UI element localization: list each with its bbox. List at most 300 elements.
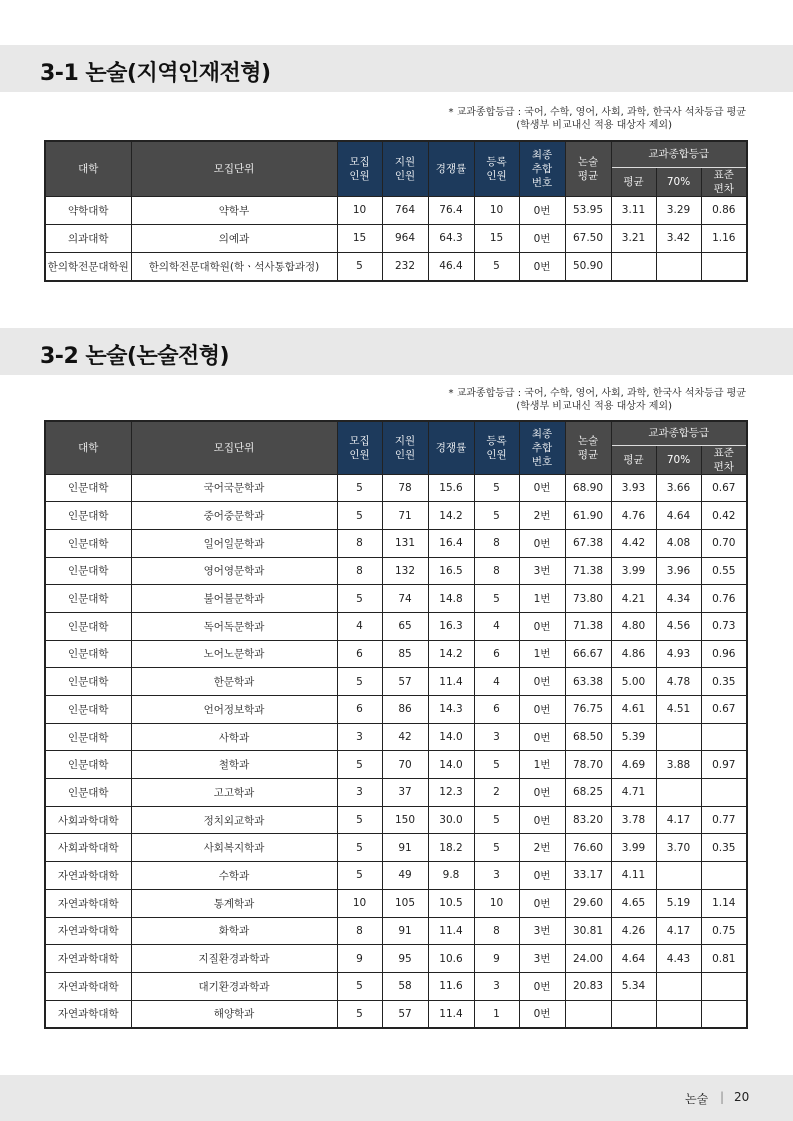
cell-college: 의과대학 xyxy=(45,224,131,252)
table-row xyxy=(45,585,747,613)
cell-essay-avg: 63.38 xyxy=(565,668,611,696)
cell-unit: 정치외교학과 xyxy=(131,806,337,834)
cell-enrolled: 5 xyxy=(474,806,519,834)
cell-quota: 5 xyxy=(337,806,382,834)
header-ratio: 경쟁률 xyxy=(428,421,474,474)
cell-quota: 5 xyxy=(337,751,382,779)
cell-quota: 5 xyxy=(337,502,382,530)
cell-enrolled: 9 xyxy=(474,945,519,973)
cell-essay-avg: 71.38 xyxy=(565,612,611,640)
cell-grade-70: 3.88 xyxy=(656,751,701,779)
table-note xyxy=(448,387,746,413)
cell-grade-70 xyxy=(656,972,701,1000)
cell-grade-sd: 0.86 xyxy=(701,196,747,224)
cell-grade-sd: 0.55 xyxy=(701,557,747,585)
cell-applicants: 105 xyxy=(382,889,428,917)
cell-grade-70: 4.17 xyxy=(656,806,701,834)
cell-college: 인문대학 xyxy=(45,640,131,668)
cell-essay-avg: 78.70 xyxy=(565,751,611,779)
cell-final-waitlist: 0번 xyxy=(519,862,565,890)
cell-essay-avg: 29.60 xyxy=(565,889,611,917)
table-row xyxy=(45,1000,747,1028)
cell-grade-sd xyxy=(701,253,747,281)
table-row xyxy=(45,529,747,557)
cell-grade-sd: 0.35 xyxy=(701,834,747,862)
cell-applicants: 78 xyxy=(382,474,428,502)
cell-applicants: 150 xyxy=(382,806,428,834)
cell-essay-avg: 67.50 xyxy=(565,224,611,252)
cell-ratio: 11.6 xyxy=(428,972,474,1000)
cell-final-waitlist: 1번 xyxy=(519,751,565,779)
cell-grade-avg: 3.93 xyxy=(611,474,656,502)
header-grade-70: 70% xyxy=(656,167,701,196)
cell-essay-avg: 83.20 xyxy=(565,806,611,834)
cell-grade-avg: 3.21 xyxy=(611,224,656,252)
cell-enrolled: 3 xyxy=(474,972,519,1000)
cell-grade-70: 4.64 xyxy=(656,502,701,530)
cell-final-waitlist: 0번 xyxy=(519,529,565,557)
cell-final-waitlist: 0번 xyxy=(519,889,565,917)
cell-enrolled: 4 xyxy=(474,668,519,696)
cell-unit: 철학과 xyxy=(131,751,337,779)
cell-enrolled: 10 xyxy=(474,196,519,224)
section-title-band-2 xyxy=(0,328,793,375)
cell-grade-70: 3.42 xyxy=(656,224,701,252)
cell-applicants: 131 xyxy=(382,529,428,557)
header-enrolled: 등록 인원 xyxy=(474,141,519,196)
cell-enrolled: 6 xyxy=(474,640,519,668)
cell-unit: 통계학과 xyxy=(131,889,337,917)
cell-college: 인문대학 xyxy=(45,557,131,585)
header-quota: 모집 인원 xyxy=(337,421,382,474)
cell-essay-avg: 66.67 xyxy=(565,640,611,668)
cell-grade-70: 3.70 xyxy=(656,834,701,862)
cell-applicants: 91 xyxy=(382,834,428,862)
cell-college: 자연과학대학 xyxy=(45,945,131,973)
header-ratio: 경쟁률 xyxy=(428,141,474,196)
cell-unit: 사회복지학과 xyxy=(131,834,337,862)
cell-unit: 수학과 xyxy=(131,862,337,890)
table-row xyxy=(45,640,747,668)
cell-grade-sd xyxy=(701,723,747,751)
header-enrolled: 등록 인원 xyxy=(474,421,519,474)
cell-grade-avg: 4.64 xyxy=(611,945,656,973)
cell-grade-avg: 4.71 xyxy=(611,779,656,807)
cell-ratio: 9.8 xyxy=(428,862,474,890)
cell-applicants: 85 xyxy=(382,640,428,668)
cell-grade-avg: 5.39 xyxy=(611,723,656,751)
cell-ratio: 14.2 xyxy=(428,640,474,668)
cell-essay-avg: 24.00 xyxy=(565,945,611,973)
cell-college: 사회과학대학 xyxy=(45,806,131,834)
cell-grade-avg xyxy=(611,1000,656,1028)
cell-grade-70 xyxy=(656,1000,701,1028)
cell-applicants: 86 xyxy=(382,696,428,724)
cell-grade-sd: 0.42 xyxy=(701,502,747,530)
cell-ratio: 14.2 xyxy=(428,502,474,530)
cell-grade-avg: 4.21 xyxy=(611,585,656,613)
cell-quota: 5 xyxy=(337,668,382,696)
cell-applicants: 65 xyxy=(382,612,428,640)
cell-final-waitlist: 2번 xyxy=(519,502,565,530)
cell-grade-70 xyxy=(656,253,701,281)
cell-grade-70: 4.56 xyxy=(656,612,701,640)
cell-final-waitlist: 1번 xyxy=(519,640,565,668)
cell-quota: 6 xyxy=(337,696,382,724)
table-row xyxy=(45,612,747,640)
cell-applicants: 74 xyxy=(382,585,428,613)
cell-final-waitlist: 2번 xyxy=(519,834,565,862)
header-applicants: 지원 인원 xyxy=(382,421,428,474)
cell-final-waitlist: 3번 xyxy=(519,557,565,585)
cell-unit: 의예과 xyxy=(131,224,337,252)
cell-college: 인문대학 xyxy=(45,779,131,807)
header-grade-avg: 평균 xyxy=(611,167,656,196)
cell-enrolled: 5 xyxy=(474,585,519,613)
header-grade-sd: 표준 편차 xyxy=(701,445,747,474)
cell-grade-70: 4.93 xyxy=(656,640,701,668)
cell-grade-70: 4.08 xyxy=(656,529,701,557)
cell-grade-sd xyxy=(701,972,747,1000)
cell-grade-avg: 5.34 xyxy=(611,972,656,1000)
cell-grade-sd xyxy=(701,779,747,807)
header-college: 대학 xyxy=(45,421,131,474)
cell-enrolled: 6 xyxy=(474,696,519,724)
cell-college: 자연과학대학 xyxy=(45,862,131,890)
cell-college: 인문대학 xyxy=(45,529,131,557)
cell-applicants: 57 xyxy=(382,668,428,696)
cell-enrolled: 4 xyxy=(474,612,519,640)
cell-essay-avg: 71.38 xyxy=(565,557,611,585)
cell-final-waitlist: 0번 xyxy=(519,723,565,751)
cell-ratio: 14.8 xyxy=(428,585,474,613)
section-title-band-1 xyxy=(0,45,793,92)
cell-grade-70: 3.29 xyxy=(656,196,701,224)
cell-grade-sd: 0.81 xyxy=(701,945,747,973)
cell-college: 인문대학 xyxy=(45,696,131,724)
note-line-1: * 교과종합등급 : 국어, 수학, 영어, 사회, 과학, 한국사 석차등급 평균 xyxy=(448,107,746,118)
cell-grade-sd: 0.96 xyxy=(701,640,747,668)
cell-applicants: 132 xyxy=(382,557,428,585)
cell-college: 자연과학대학 xyxy=(45,1000,131,1028)
page-footer xyxy=(0,1075,793,1121)
cell-quota: 6 xyxy=(337,640,382,668)
cell-applicants: 58 xyxy=(382,972,428,1000)
cell-ratio: 16.4 xyxy=(428,529,474,557)
footer-separator: | xyxy=(720,1090,725,1104)
cell-unit: 독어독문학과 xyxy=(131,612,337,640)
cell-grade-avg: 3.11 xyxy=(611,196,656,224)
table-row xyxy=(45,972,747,1000)
note-line-2: (학생부 비교내신 적용 대상자 제외) xyxy=(516,120,672,131)
cell-applicants: 71 xyxy=(382,502,428,530)
cell-essay-avg: 68.50 xyxy=(565,723,611,751)
cell-unit: 일어일문학과 xyxy=(131,529,337,557)
header-grade-70: 70% xyxy=(656,445,701,474)
cell-final-waitlist: 0번 xyxy=(519,253,565,281)
table-row xyxy=(45,834,747,862)
cell-ratio: 15.6 xyxy=(428,474,474,502)
cell-unit: 중어중문학과 xyxy=(131,502,337,530)
cell-enrolled: 5 xyxy=(474,502,519,530)
cell-grade-70: 3.66 xyxy=(656,474,701,502)
cell-enrolled: 15 xyxy=(474,224,519,252)
cell-essay-avg xyxy=(565,1000,611,1028)
table-row xyxy=(45,862,747,890)
cell-quota: 9 xyxy=(337,945,382,973)
cell-applicants: 42 xyxy=(382,723,428,751)
cell-ratio: 64.3 xyxy=(428,224,474,252)
table-row xyxy=(45,806,747,834)
table-row xyxy=(45,253,747,281)
table-row xyxy=(45,196,747,224)
cell-unit: 대기환경과학과 xyxy=(131,972,337,1000)
cell-enrolled: 5 xyxy=(474,834,519,862)
table-row xyxy=(45,696,747,724)
cell-college: 인문대학 xyxy=(45,723,131,751)
cell-college: 인문대학 xyxy=(45,585,131,613)
note-line-2: (학생부 비교내신 적용 대상자 제외) xyxy=(516,401,672,412)
header-grade-sd: 표준 편차 xyxy=(701,167,747,196)
cell-quota: 5 xyxy=(337,1000,382,1028)
cell-applicants: 232 xyxy=(382,253,428,281)
header-final-waitlist: 최종 추합 번호 xyxy=(519,141,565,196)
cell-unit: 해양학과 xyxy=(131,1000,337,1028)
cell-ratio: 11.4 xyxy=(428,1000,474,1028)
cell-enrolled: 1 xyxy=(474,1000,519,1028)
header-final-waitlist: 최종 추합 번호 xyxy=(519,421,565,474)
table-row xyxy=(45,224,747,252)
cell-grade-sd: 0.67 xyxy=(701,696,747,724)
cell-unit: 약학부 xyxy=(131,196,337,224)
cell-final-waitlist: 0번 xyxy=(519,806,565,834)
cell-grade-70: 3.96 xyxy=(656,557,701,585)
cell-applicants: 49 xyxy=(382,862,428,890)
cell-unit: 사학과 xyxy=(131,723,337,751)
cell-quota: 5 xyxy=(337,253,382,281)
header-grade-group: 교과종합등급 xyxy=(611,141,747,167)
cell-applicants: 964 xyxy=(382,224,428,252)
cell-grade-sd: 0.35 xyxy=(701,668,747,696)
cell-ratio: 18.2 xyxy=(428,834,474,862)
cell-ratio: 12.3 xyxy=(428,779,474,807)
cell-grade-sd: 0.73 xyxy=(701,612,747,640)
cell-grade-avg: 3.78 xyxy=(611,806,656,834)
cell-unit: 한문학과 xyxy=(131,668,337,696)
cell-grade-avg: 4.26 xyxy=(611,917,656,945)
cell-essay-avg: 61.90 xyxy=(565,502,611,530)
cell-final-waitlist: 0번 xyxy=(519,779,565,807)
cell-grade-sd: 0.97 xyxy=(701,751,747,779)
cell-quota: 5 xyxy=(337,474,382,502)
cell-unit: 영어영문학과 xyxy=(131,557,337,585)
cell-college: 자연과학대학 xyxy=(45,917,131,945)
cell-ratio: 46.4 xyxy=(428,253,474,281)
cell-ratio: 30.0 xyxy=(428,806,474,834)
cell-grade-avg: 3.99 xyxy=(611,834,656,862)
cell-enrolled: 5 xyxy=(474,474,519,502)
cell-final-waitlist: 3번 xyxy=(519,917,565,945)
cell-applicants: 57 xyxy=(382,1000,428,1028)
cell-grade-avg: 4.61 xyxy=(611,696,656,724)
cell-quota: 8 xyxy=(337,529,382,557)
cell-quota: 4 xyxy=(337,612,382,640)
cell-applicants: 37 xyxy=(382,779,428,807)
cell-final-waitlist: 0번 xyxy=(519,474,565,502)
cell-essay-avg: 68.25 xyxy=(565,779,611,807)
cell-grade-70 xyxy=(656,862,701,890)
cell-final-waitlist: 0번 xyxy=(519,1000,565,1028)
results-table-essay xyxy=(44,420,748,1029)
cell-applicants: 764 xyxy=(382,196,428,224)
table-row xyxy=(45,945,747,973)
cell-quota: 5 xyxy=(337,862,382,890)
cell-final-waitlist: 1번 xyxy=(519,585,565,613)
cell-ratio: 16.3 xyxy=(428,612,474,640)
cell-grade-avg: 4.11 xyxy=(611,862,656,890)
cell-grade-avg: 5.00 xyxy=(611,668,656,696)
header-unit: 모집단위 xyxy=(131,421,337,474)
cell-essay-avg: 33.17 xyxy=(565,862,611,890)
cell-grade-70: 4.51 xyxy=(656,696,701,724)
cell-grade-sd xyxy=(701,1000,747,1028)
cell-grade-avg: 4.86 xyxy=(611,640,656,668)
cell-unit: 노어노문학과 xyxy=(131,640,337,668)
cell-enrolled: 3 xyxy=(474,723,519,751)
cell-grade-70: 4.78 xyxy=(656,668,701,696)
cell-grade-avg: 4.76 xyxy=(611,502,656,530)
table-row xyxy=(45,917,747,945)
cell-essay-avg: 76.60 xyxy=(565,834,611,862)
cell-enrolled: 3 xyxy=(474,862,519,890)
cell-quota: 3 xyxy=(337,779,382,807)
cell-quota: 10 xyxy=(337,889,382,917)
cell-ratio: 14.3 xyxy=(428,696,474,724)
cell-final-waitlist: 0번 xyxy=(519,972,565,1000)
cell-enrolled: 10 xyxy=(474,889,519,917)
cell-college: 한의학전문대학원 xyxy=(45,253,131,281)
page-number: 20 xyxy=(734,1090,750,1104)
cell-college: 사회과학대학 xyxy=(45,834,131,862)
cell-college: 인문대학 xyxy=(45,502,131,530)
cell-ratio: 16.5 xyxy=(428,557,474,585)
header-grade-group: 교과종합등급 xyxy=(611,421,747,445)
cell-unit: 불어불문학과 xyxy=(131,585,337,613)
cell-college: 인문대학 xyxy=(45,612,131,640)
cell-grade-70 xyxy=(656,723,701,751)
cell-unit: 국어국문학과 xyxy=(131,474,337,502)
cell-unit: 지질환경과학과 xyxy=(131,945,337,973)
cell-grade-sd: 0.67 xyxy=(701,474,747,502)
table-row xyxy=(45,502,747,530)
cell-essay-avg: 67.38 xyxy=(565,529,611,557)
cell-grade-70: 4.17 xyxy=(656,917,701,945)
table-row xyxy=(45,751,747,779)
results-table-regional xyxy=(44,140,748,282)
cell-ratio: 11.4 xyxy=(428,668,474,696)
cell-enrolled: 2 xyxy=(474,779,519,807)
section-title: 3-1 논술(지역인재전형) xyxy=(40,61,271,86)
cell-essay-avg: 50.90 xyxy=(565,253,611,281)
cell-grade-sd: 0.76 xyxy=(701,585,747,613)
note-line-1: * 교과종합등급 : 국어, 수학, 영어, 사회, 과학, 한국사 석차등급 평균 xyxy=(448,388,746,399)
cell-college: 인문대학 xyxy=(45,751,131,779)
cell-final-waitlist: 0번 xyxy=(519,696,565,724)
cell-enrolled: 5 xyxy=(474,253,519,281)
cell-ratio: 14.0 xyxy=(428,751,474,779)
cell-essay-avg: 30.81 xyxy=(565,917,611,945)
cell-essay-avg: 76.75 xyxy=(565,696,611,724)
table-row xyxy=(45,557,747,585)
header-essay-avg: 논술 평균 xyxy=(565,421,611,474)
cell-grade-sd: 0.75 xyxy=(701,917,747,945)
cell-final-waitlist: 0번 xyxy=(519,668,565,696)
header-grade-avg: 평균 xyxy=(611,445,656,474)
cell-grade-sd: 0.70 xyxy=(701,529,747,557)
header-applicants: 지원 인원 xyxy=(382,141,428,196)
cell-quota: 3 xyxy=(337,723,382,751)
cell-enrolled: 8 xyxy=(474,557,519,585)
cell-ratio: 76.4 xyxy=(428,196,474,224)
header-college: 대학 xyxy=(45,141,131,196)
cell-unit: 언어정보학과 xyxy=(131,696,337,724)
cell-final-waitlist: 0번 xyxy=(519,224,565,252)
header-unit: 모집단위 xyxy=(131,141,337,196)
table-row xyxy=(45,779,747,807)
cell-grade-70 xyxy=(656,779,701,807)
cell-grade-avg xyxy=(611,253,656,281)
cell-quota: 10 xyxy=(337,196,382,224)
cell-quota: 5 xyxy=(337,972,382,1000)
section-title: 3-2 논술(논술전형) xyxy=(40,344,230,369)
cell-ratio: 14.0 xyxy=(428,723,474,751)
cell-grade-avg: 3.99 xyxy=(611,557,656,585)
cell-unit: 화학과 xyxy=(131,917,337,945)
cell-grade-avg: 4.80 xyxy=(611,612,656,640)
cell-grade-sd: 0.77 xyxy=(701,806,747,834)
cell-applicants: 95 xyxy=(382,945,428,973)
cell-college: 약학대학 xyxy=(45,196,131,224)
cell-applicants: 91 xyxy=(382,917,428,945)
cell-final-waitlist: 0번 xyxy=(519,612,565,640)
table-row xyxy=(45,474,747,502)
cell-applicants: 70 xyxy=(382,751,428,779)
cell-ratio: 10.6 xyxy=(428,945,474,973)
cell-grade-70: 4.43 xyxy=(656,945,701,973)
cell-college: 자연과학대학 xyxy=(45,889,131,917)
cell-grade-avg: 4.69 xyxy=(611,751,656,779)
cell-essay-avg: 53.95 xyxy=(565,196,611,224)
cell-ratio: 11.4 xyxy=(428,917,474,945)
cell-grade-sd: 1.14 xyxy=(701,889,747,917)
table-row xyxy=(45,723,747,751)
cell-grade-avg: 4.65 xyxy=(611,889,656,917)
table-note xyxy=(448,106,746,132)
footer-section: 논술 xyxy=(685,1092,709,1106)
cell-essay-avg: 73.80 xyxy=(565,585,611,613)
cell-grade-70: 4.34 xyxy=(656,585,701,613)
table-row xyxy=(45,668,747,696)
cell-enrolled: 5 xyxy=(474,751,519,779)
cell-unit: 고고학과 xyxy=(131,779,337,807)
cell-grade-70: 5.19 xyxy=(656,889,701,917)
cell-grade-avg: 4.42 xyxy=(611,529,656,557)
table-row xyxy=(45,889,747,917)
cell-quota: 8 xyxy=(337,917,382,945)
cell-college: 인문대학 xyxy=(45,474,131,502)
cell-essay-avg: 68.90 xyxy=(565,474,611,502)
header-quota: 모집 인원 xyxy=(337,141,382,196)
